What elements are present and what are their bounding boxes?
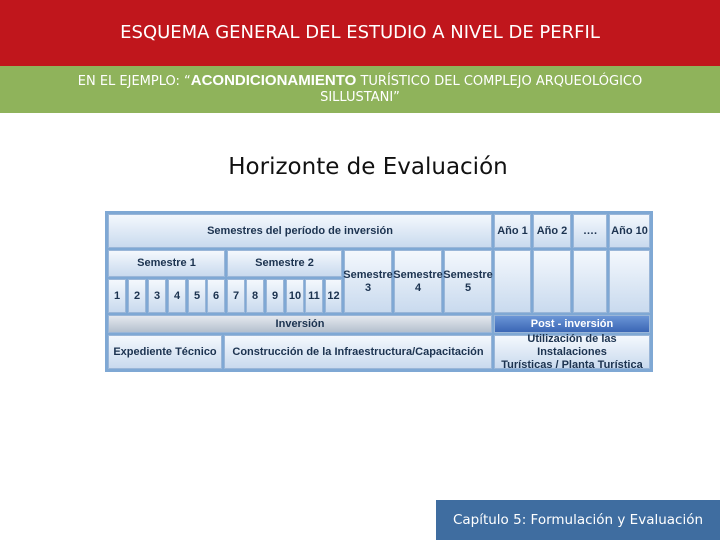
semester-4-label: Semestre xyxy=(393,268,443,281)
year-ellipsis-column xyxy=(573,250,607,313)
inversion-phase-bar: Inversión xyxy=(108,315,492,333)
year-2-column xyxy=(533,250,571,313)
month-cell-10: 10 xyxy=(286,279,304,313)
month-cell-5: 5 xyxy=(188,279,206,313)
year-10-header: Año 10 xyxy=(609,214,650,248)
month-cell-9: 9 xyxy=(266,279,284,313)
subtitle-line-1 xyxy=(0,72,720,89)
year-1-header: Año 1 xyxy=(494,214,531,248)
investment-period-header: Semestres del período de inversión xyxy=(108,214,492,248)
month-cell-7: 7 xyxy=(227,279,245,313)
utilizacion-line-2: Turísticas / Planta Turística xyxy=(501,358,643,371)
year-10-column xyxy=(609,250,650,313)
month-cell-6: 6 xyxy=(207,279,225,313)
subtitle-line-2: SILLUSTANI” xyxy=(320,90,400,105)
slide-title: ESQUEMA GENERAL DEL ESTUDIO A NIVEL DE PERFIL xyxy=(120,22,600,43)
subtitle-highlight: ACONDICIONAMIENTO xyxy=(190,72,357,89)
month-cell-8: 8 xyxy=(246,279,264,313)
semester-1-header: Semestre 1 xyxy=(108,250,225,277)
month-cell-1: 1 xyxy=(108,279,126,313)
subtitle-rest: TURÍSTICO DEL COMPLEJO ARQUEOLÓGICO xyxy=(356,74,643,89)
expediente-tecnico-cell: Expediente Técnico xyxy=(108,335,222,369)
year-1-column xyxy=(494,250,531,313)
semester-5-label: Semestre xyxy=(443,268,493,281)
utilizacion-cell xyxy=(494,332,650,371)
evaluation-horizon-table xyxy=(105,211,653,372)
utilizacion-line-1: Utilización de las Instalaciones xyxy=(527,332,617,358)
semester-3-number: 3 xyxy=(364,281,372,294)
month-cell-12: 12 xyxy=(325,279,342,313)
chapter-footer: Capítulo 5: Formulación y Evaluación xyxy=(436,500,720,540)
semester-4-header xyxy=(394,250,442,313)
month-cell-4: 4 xyxy=(168,279,186,313)
semester-3-label: Semestre xyxy=(343,268,393,281)
month-cell-11: 11 xyxy=(305,279,323,313)
construccion-cell: Construcción de la Infraestructura/Capacitación xyxy=(224,335,492,369)
semester-5-header xyxy=(444,250,492,313)
semester-4-number: 4 xyxy=(414,281,422,294)
semester-2-header: Semestre 2 xyxy=(227,250,342,277)
semester-3-header xyxy=(344,250,392,313)
semester-5-number: 5 xyxy=(464,281,472,294)
year-ellipsis-header: …. xyxy=(573,214,607,248)
month-cell-3: 3 xyxy=(148,279,166,313)
section-heading: Horizonte de Evaluación xyxy=(228,154,508,180)
month-cell-2: 2 xyxy=(128,279,146,313)
post-inversion-phase-bar: Post - inversión xyxy=(494,315,650,333)
subtitle-prefix: EN EL EJEMPLO: “ xyxy=(77,74,191,89)
year-2-header: Año 2 xyxy=(533,214,571,248)
